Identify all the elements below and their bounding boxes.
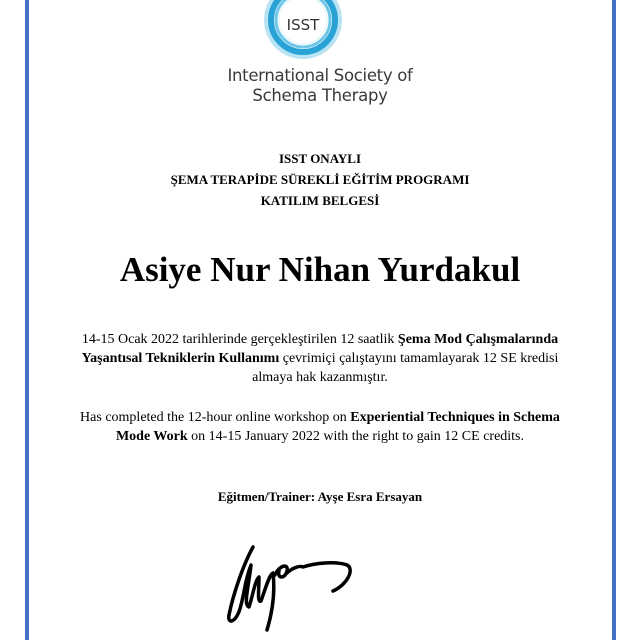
isst-logo-icon (262, 0, 344, 60)
heading-line-2: ŞEMA TERAPİDE SÜREKLİ EĞİTİM PROGRAMI (170, 172, 470, 187)
turkish-text-pre: 14-15 Ocak 2022 tarihlerinde gerçekleştirilen 12 saatlik (81, 332, 398, 347)
logo-text (0, 66, 640, 106)
logo-line-1: International Society of (227, 66, 413, 85)
turkish-statement (70, 330, 570, 387)
certificate-heading (0, 148, 640, 211)
trainer-line: Eğitmen/Trainer: Ayşe Esra Ersayan (217, 489, 423, 504)
recipient-name: Asiye Nur Nihan Yurdakul (119, 250, 521, 289)
heading-line-3: KATILIM BELGESİ (260, 193, 380, 208)
logo-abbr: ISST (286, 16, 320, 34)
english-text-post: on 14-15 January 2022 with the right to gain 12 CE credits. (187, 429, 525, 444)
english-statement (70, 408, 570, 446)
heading-line-1: ISST ONAYLI (278, 151, 362, 166)
english-text-pre: Has completed the 12-hour online workshop on (80, 410, 351, 425)
turkish-workshop-title: Şema Mod Çalışmalarında Yaşantısal Tekniklerin Kullanımı (81, 332, 559, 366)
logo-line-2: Schema Therapy (252, 86, 388, 105)
signature (215, 535, 415, 635)
english-workshop-title: Experiential Techniques in Schema Mode Work (115, 410, 560, 444)
turkish-text-post: çevrimiçi çalıştayını tamamlayarak 12 SE kredisi almaya hak kazanmıştır. (252, 351, 559, 385)
